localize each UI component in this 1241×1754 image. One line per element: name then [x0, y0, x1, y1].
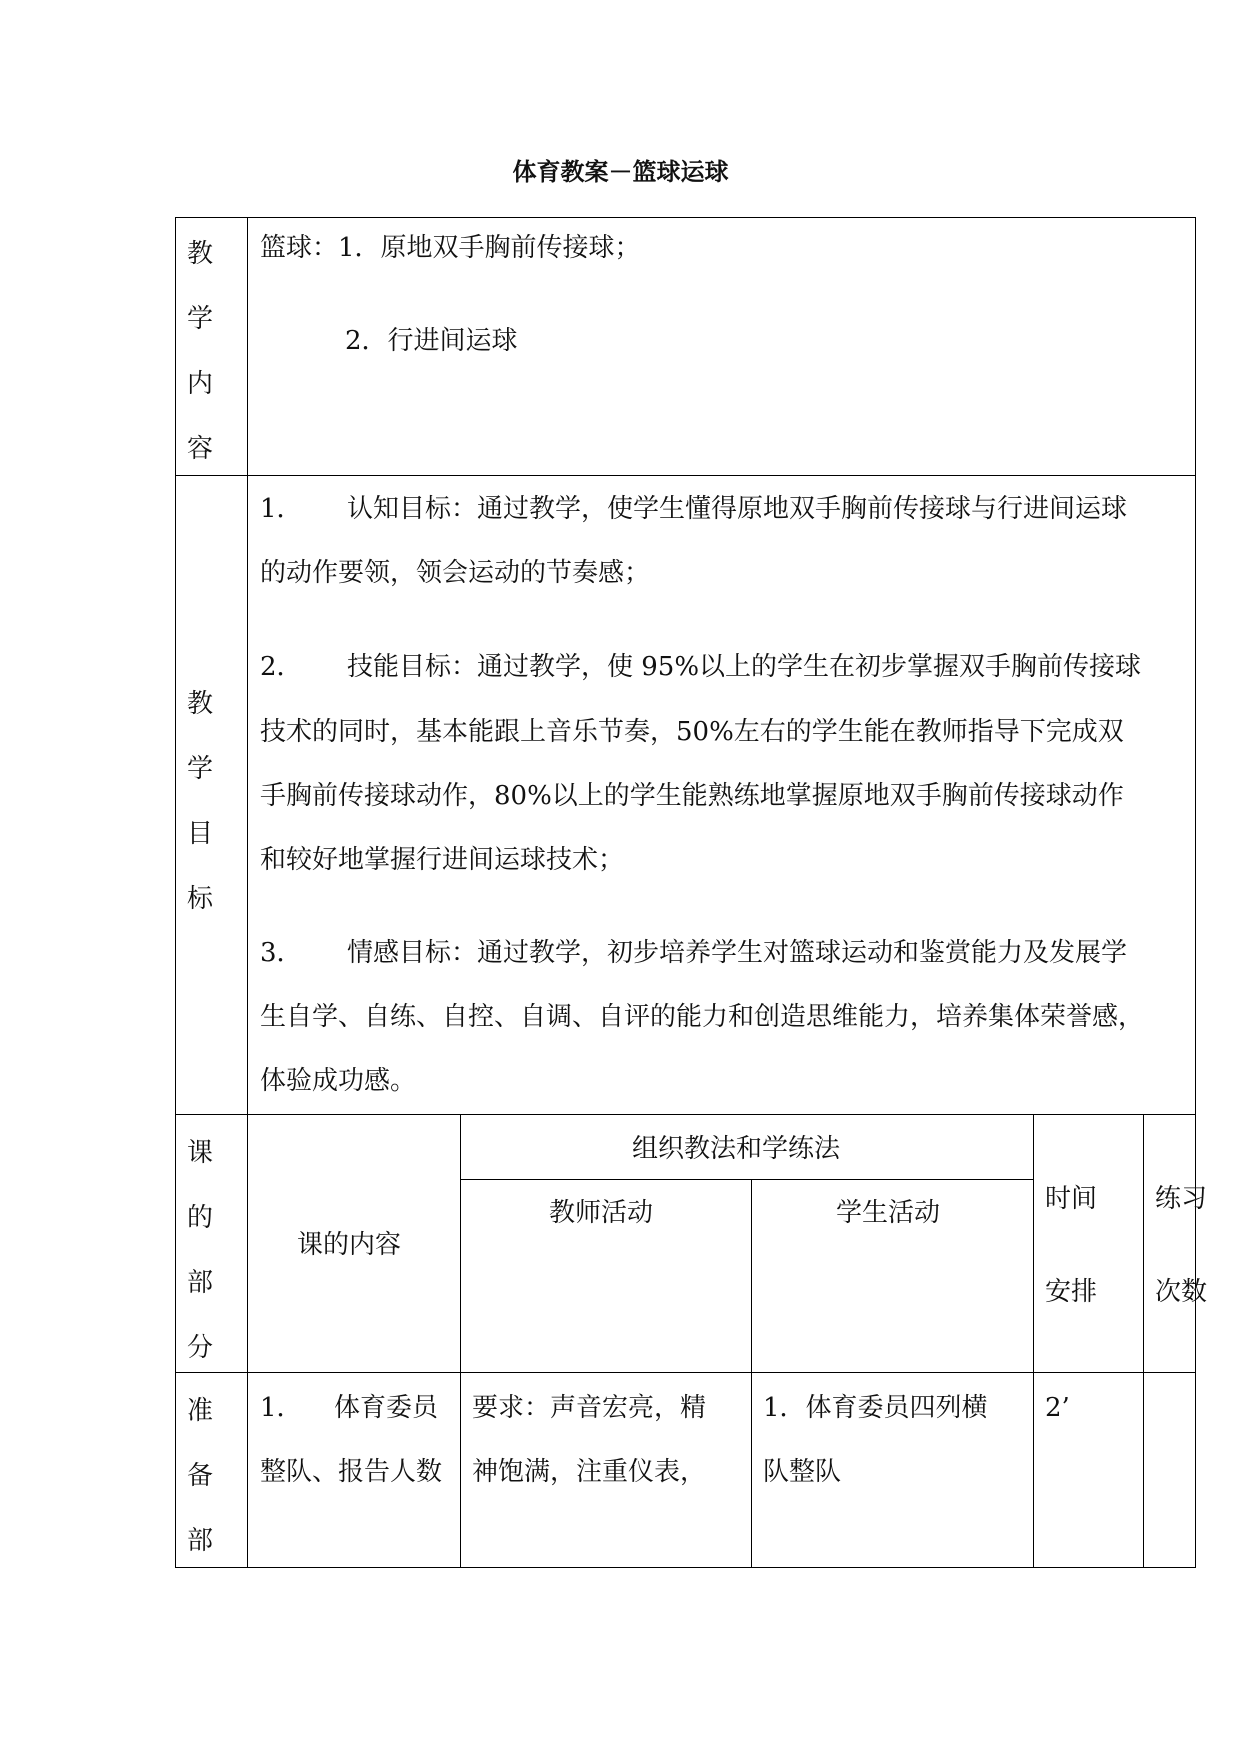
student-header-label: 学生活动 — [836, 1198, 941, 1228]
goals-label-char: 教 — [187, 689, 214, 719]
prep-part-char: 准 — [187, 1396, 214, 1426]
goal-3-line: 体验成功感。 — [260, 1066, 417, 1096]
goals-label-char: 标 — [187, 884, 214, 914]
time-header-line: 安排 — [1045, 1277, 1098, 1307]
content-label-char: 内 — [187, 369, 214, 399]
goal-3-line: 情感目标：通过教学，初步培养学生对篮球运动和鉴赏能力及发展学 — [347, 938, 1128, 968]
prep-student-line: 1．体育委员四列横 — [763, 1393, 988, 1423]
goal-2-line: 手胸前传接球动作，80%以上的学生能熟练地掌握原地双手胸前传接球动作 — [260, 781, 1124, 811]
prep-part-char: 部 — [187, 1526, 214, 1556]
reps-header-line: 练习 — [1155, 1184, 1208, 1214]
methods-header-label: 组织教法和学练法 — [632, 1134, 841, 1164]
part-header-char: 的 — [187, 1203, 214, 1233]
prep-time-value: 2’ — [1045, 1393, 1070, 1423]
goal-2-line: 技术的同时，基本能跟上音乐节奏，50%左右的学生能在教师指导下完成双 — [260, 717, 1124, 747]
prep-reps-cell — [1143, 1372, 1196, 1568]
prep-part-char: 备 — [187, 1461, 214, 1491]
content-line-1: 篮球：1．原地双手胸前传接球； — [260, 233, 641, 263]
content-label-char: 教 — [187, 239, 214, 269]
prep-content-line: 整队、报告人数 — [260, 1457, 443, 1487]
goal-3-line: 生自学、自练、自控、自调、自评的能力和创造思维能力，培养集体荣誉感， — [260, 1002, 1145, 1032]
goal-1-number: 1． — [260, 494, 303, 524]
page-title: 体育教案－篮球运球 — [512, 158, 729, 186]
content-label-char: 容 — [187, 434, 214, 464]
time-header-line: 时间 — [1045, 1184, 1098, 1214]
prep-content-number: 1． — [260, 1393, 303, 1423]
reps-header-cell — [1143, 1114, 1196, 1373]
part-header-char: 分 — [187, 1333, 214, 1363]
prep-teacher-line: 神饱满，注重仪表， — [472, 1457, 707, 1487]
part-header-char: 课 — [187, 1138, 214, 1168]
reps-header-line: 次数 — [1155, 1277, 1208, 1307]
goal-1-line: 的动作要领，领会运动的节奏感； — [260, 558, 651, 588]
goal-2-line: 和较好地掌握行进间运球技术； — [260, 845, 625, 875]
goal-1-line: 认知目标：通过教学，使学生懂得原地双手胸前传接球与行进间运球 — [347, 494, 1128, 524]
goals-label-char: 学 — [187, 754, 214, 784]
content-header-label: 课的内容 — [297, 1230, 402, 1260]
goal-2-number: 2． — [260, 652, 303, 682]
content-label-char: 学 — [187, 304, 214, 334]
prep-student-line: 队整队 — [763, 1457, 842, 1487]
goals-label-char: 目 — [187, 819, 214, 849]
prep-teacher-line: 要求：声音宏亮，精 — [472, 1393, 707, 1423]
goal-2-line: 技能目标：通过教学，使 95%以上的学生在初步掌握双手胸前传接球 — [347, 652, 1142, 682]
prep-content-line: 体育委员 — [334, 1393, 439, 1423]
content-line-2: 2．行进间运球 — [345, 326, 518, 356]
time-header-cell — [1033, 1114, 1144, 1373]
teacher-header-label: 教师活动 — [549, 1198, 654, 1228]
goal-3-number: 3． — [260, 938, 303, 968]
goals-label-cell — [175, 475, 248, 1115]
part-header-char: 部 — [187, 1268, 214, 1298]
